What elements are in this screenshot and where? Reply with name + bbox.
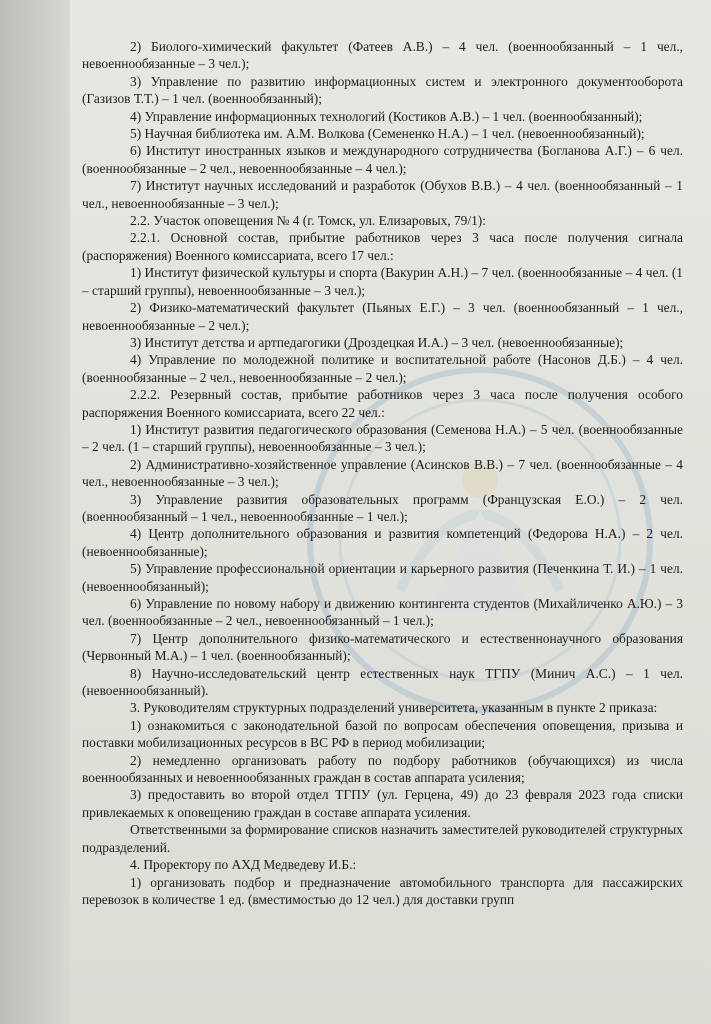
paragraph: 5) Научная библиотека им. А.М. Волкова (Семененко Н.А.) – 1 чел. (невоеннообязанный); bbox=[130, 126, 645, 142]
paragraph: Ответственными за формирование списков назначить заместителей руководителей структурных подразделений. bbox=[82, 822, 683, 855]
paragraph: 6) Институт иностранных языков и международного сотрудничества (Богланова А.Г.) – 6 чел. (военнообязанные – 2 чел., невоеннообязанные – 4 чел.); bbox=[82, 143, 683, 176]
paragraph: 4) Центр дополнительного образования и развития компетенций (Федорова Н.А.) – 2 чел. (невоеннообязанные); bbox=[82, 526, 683, 559]
paragraph: 3) Управление по развитию информационных систем и электронного документооборота (Газизов Т.Т.) – 1 чел. (военнообязанный); bbox=[82, 73, 683, 107]
subsection-heading: 2.2.2. Резервный состав, прибытие работников через 3 часа после получения особого распоряжения Военного комиссариата, всего 22 чел.: bbox=[82, 387, 683, 420]
paragraph: 3) Институт детства и артпедагогики (Дроздецкая И.А.) – 3 чел. (невоеннообязанные); bbox=[130, 334, 624, 350]
paragraph: 1) Институт развития педагогического образования (Семенова Н.А.) – 5 чел. (военнообязанные – 2 чел. (1 – старший группы), невоеннообязанные – 3 чел.); bbox=[82, 421, 683, 455]
paragraph: 2) Физико-математический факультет (Пьяных Е.Г.) – 3 чел. (военнообязанный – 1 чел., невоеннообязанные – 2 чел.); bbox=[82, 300, 683, 333]
paragraph: 6) Управление по новому набору и движению контингента студентов (Михайличенко А.Ю.) – 3 чел. (военнообязанные – 2 чел., невоеннообязанный – 1 чел.); bbox=[82, 596, 683, 629]
paragraph: 1) Институт физической культуры и спорта (Вакурин А.Н.) – 7 чел. (военнообязанные – 4 чел. (1 – старший группы), невоеннообязанные – 3 чел.); bbox=[82, 265, 683, 298]
section-heading: 2.2. Участок оповещения № 4 (г. Томск, ул. Елизаровых, 79/1): bbox=[130, 213, 486, 229]
paragraph: 1) организовать подбор и предназначение автомобильного транспорта для пассажирских перевозок в количестве 1 ед. (вместимостью до 12 чел.) для доставки групп bbox=[82, 874, 683, 907]
section-heading: 3. Руководителям структурных подразделений университета, указанным в пункте 2 приказа: bbox=[130, 700, 658, 716]
paragraph: 4) Управление информационных технологий (Костиков А.В.) – 1 чел. (военнообязанный); bbox=[130, 108, 643, 124]
paragraph: 3) Управление развития образовательных программ (Французская Е.О.) – 2 чел. (военнообязанный – 1 чел., невоеннообязанные – 1 чел.); bbox=[82, 491, 683, 524]
paragraph: 8) Научно-исследовательский центр естественных наук ТГПУ (Минич А.С.) – 1 чел. (невоеннообязанный). bbox=[82, 665, 683, 699]
subsection-heading: 2.2.1. Основной состав, прибытие работников через 3 часа после получения сигнала (распоряжения) Военного комиссариата, всего 17 чел.: bbox=[82, 230, 683, 263]
document-body bbox=[82, 38, 683, 908]
paragraph: 2) Биолого-химический факультет (Фатеев А.В.) – 4 чел. (военнообязанный – 1 чел., невоеннообязанные – 3 чел.); bbox=[82, 39, 683, 72]
paragraph: 7) Институт научных исследований и разработок (Обухов В.В.) – 4 чел. (военнообязанный – 1 чел., невоеннообязанные – 3 чел.); bbox=[82, 178, 683, 211]
paragraph: 5) Управление профессиональной ориентации и карьерного развития (Печенкина Т. И.) – 1 чел. (невоеннообязанный); bbox=[82, 561, 683, 594]
page-shadow bbox=[0, 0, 70, 1024]
paragraph: 2) немедленно организовать работу по подбору работников (обучающихся) из числа военнообязанных и невоеннообязанных граждан в состав аппарата усиления; bbox=[82, 752, 683, 786]
paragraph: 1) ознакомиться с законодательной базой по вопросам обеспечения оповещения, призыва и поставки мобилизационных ресурсов в ВС РФ в период мобилизации; bbox=[82, 717, 683, 751]
paragraph: 3) предоставить во второй отдел ТГПУ (ул. Герцена, 49) до 23 февраля 2023 года списки привлекаемых к оповещению граждан в составе аппарата усиления. bbox=[82, 787, 683, 820]
paragraph: 4) Управление по молодежной политике и воспитательной работе (Насонов Д.Б.) – 4 чел. (военнообязанные – 2 чел., невоеннообязанные – 2 чел.); bbox=[82, 352, 683, 385]
section-heading: 4. Проректору по АХД Медведеву И.Б.: bbox=[130, 857, 357, 873]
paragraph: 7) Центр дополнительного физико-математического и естественнонаучного образования (Червонный М.А.) – 1 чел. (военнообязанный); bbox=[82, 630, 683, 664]
paragraph: 2) Административно-хозяйственное управление (Асинсков В.В.) – 7 чел. (военнообязанные – 4 чел., невоеннообязанные – 3 чел.); bbox=[82, 456, 683, 490]
